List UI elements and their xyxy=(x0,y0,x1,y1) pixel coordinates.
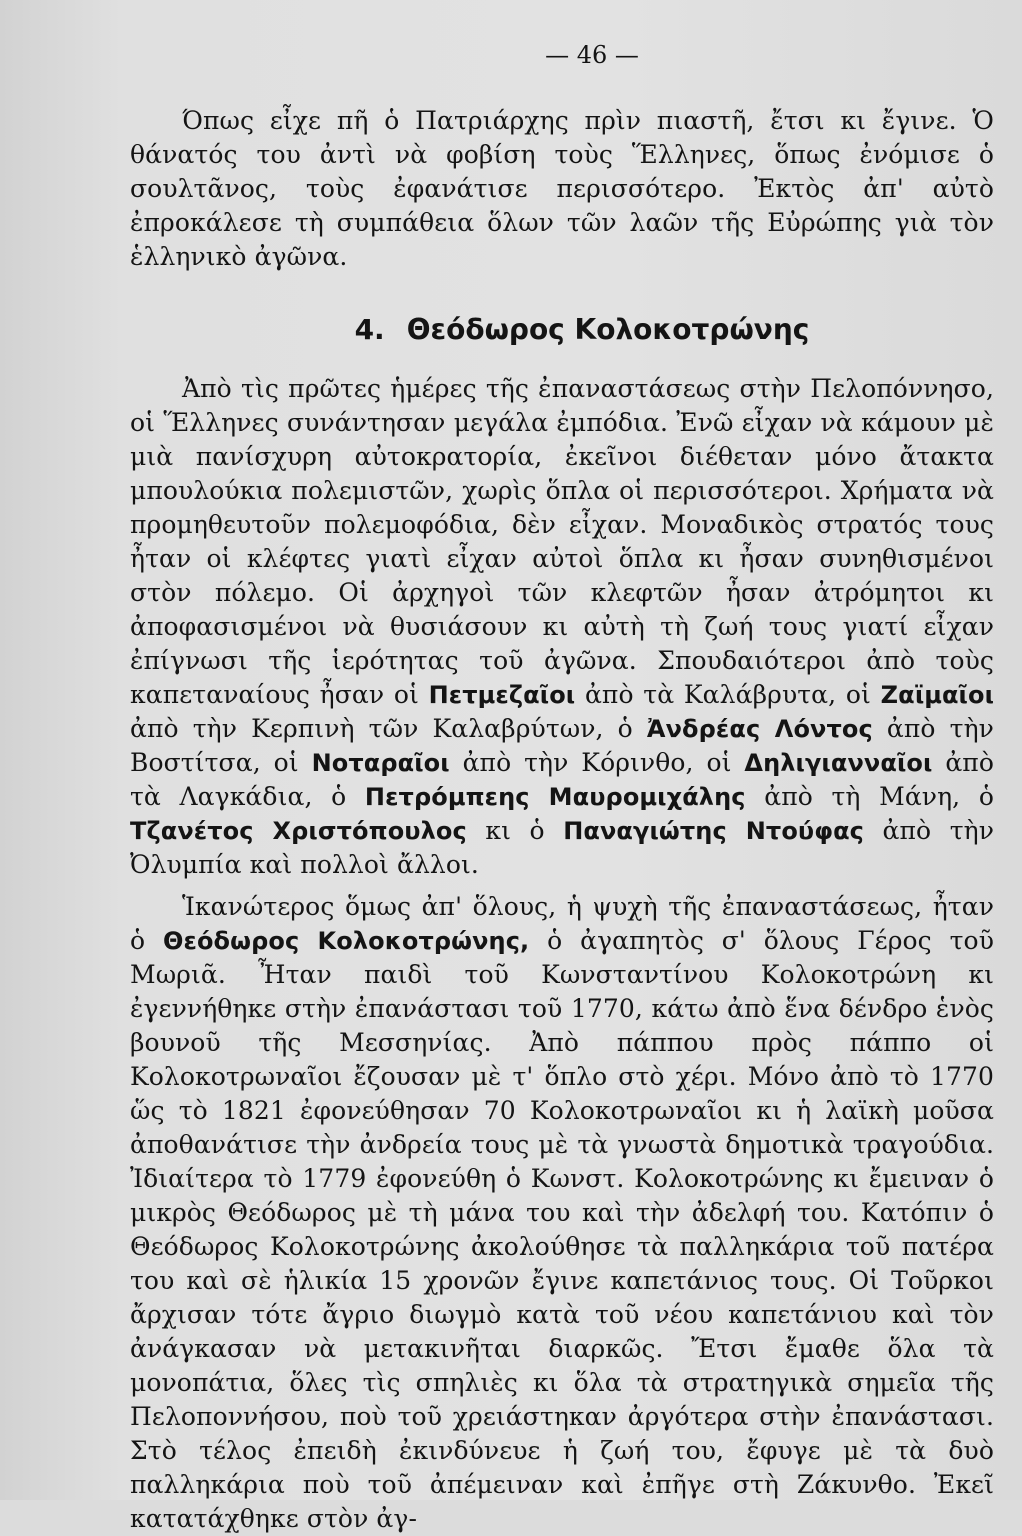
text-run: ἀπὸ τὴν Ὀλυμπία καὶ πολλοὶ ἄλλοι. xyxy=(130,816,995,879)
section-title: Θεόδωρος Κολοκοτρώνης xyxy=(406,313,810,346)
page-number: — 46 — xyxy=(545,41,639,69)
text-run: ἀπὸ τὴν Κόρινθο, οἱ xyxy=(462,748,732,777)
name-notaraioi: Νοταραῖοι xyxy=(311,749,450,777)
name-theodoros-kolokotronis: Θεόδωρος Κολοκοτρώνης, xyxy=(163,927,530,955)
section-heading xyxy=(130,312,994,348)
kolokotronis-paragraph xyxy=(130,890,994,1536)
name-tzanetos-christopoulos: Τζανέτος Χριστόπουλος xyxy=(130,817,467,845)
chieftains-paragraph xyxy=(130,372,994,882)
text-run: ἀπὸ τὴν Βοστίτσα, οἱ xyxy=(130,714,994,777)
text-run: κι ὁ xyxy=(485,816,545,845)
name-zaimaioi: Ζαϊμαῖοι xyxy=(880,681,995,709)
text-run: ἀπὸ τὴν Κερπινὴ τῶν Καλαβρύτων, ὁ xyxy=(130,714,633,743)
name-andreas-londos: Ἀνδρέας Λόντος xyxy=(646,715,873,743)
name-panagiotis-ntoufas: Παναγιώτης Ντούφας xyxy=(563,817,864,845)
text-run: ἀπὸ τὰ Καλάβρυτα, οἱ xyxy=(584,680,871,709)
text-run: ὁ ἀγαπητὸς σ' ὅλους Γέρος τοῦ Μωριᾶ. Ἦταν παιδὶ τοῦ Κωνσταντίνου Κολοκοτρώνη κι ἐγεννήθηκε στὴν ἐπανάστασι τοῦ 1770, κάτω ἀπὸ ἕνα δένδρο ἑνὸς βουνοῦ τῆς Μεσσηνίας. Ἀπὸ πάππου πρὸς πάππο οἱ Κολοκοτρωναῖοι ἔζουσαν μὲ τ' ὅπλο στὸ χέρι. Μόνο ἀπὸ τὸ 1770 ὥς τὸ 1821 ἐφονεύθησαν 70 Κολοκοτρωναῖοι κι ἡ λαϊκὴ μοῦσα ἀποθανάτισε τὴν ἀνδρεία τους μὲ τὰ γνωστὰ δημοτικὰ τραγούδια. Ἰδιαίτερα τὸ 1779 ἐφονεύθη ὁ Κωνστ. Κολοκοτρώνης κι ἔμειναν ὁ μικρὸς Θεόδωρος μὲ τὴ μάνα του καὶ τὴν ἀδελφή του. Κατόπιν ὁ Θεόδωρος Κολοκοτρώνης ἀκολούθησε τὰ παλληκάρια τοῦ πατέρα του καὶ σὲ ἡλικία 15 χρονῶν ἔγινε καπετάνιος τους. Οἱ Τοῦρκοι ἄρχισαν τότε ἄγριο διωγμὸ κατὰ τοῦ νέου καπετάνιου καὶ τὸν ἀνάγκασαν νὰ μετακινῆται διαρκῶς. Ἔτσι ἔμαθε ὅλα τὰ μονοπάτια, ὅλες τὶς σπηλιὲς κι ὅλα τὰ στρατηγικὰ σημεῖα τῆς Πελοποννήσου, ποὺ τοῦ χρειάστηκαν ἀργότερα στὴν ἐπανάστασι. Στὸ τέλος ἐπειδὴ ἐκινδύνευε ἡ ζωή του, ἔφυγε μὲ τὰ δυὸ παλληκάρια ποὺ τοῦ ἀπέμειναν καὶ ἐπῆγε στὴ Ζάκυνθο. Ἐκεῖ κατατάχθηκε στὸν ἀγ- xyxy=(130,926,994,1533)
text-run: Ἱκανώτερος ὅμως ἀπ' ὅλους, ἡ ψυχὴ τῆς ἐπαναστάσεως, ἦταν ὁ xyxy=(130,892,994,955)
name-deligiannaioi: Δηλιγιανναῖοι xyxy=(744,749,933,777)
intro-paragraph: Όπως εἶχε πῆ ὁ Πατριάρχης πρὶν πιαστῆ, ἔτσι κι ἔγινε. Ὁ θάνατός του ἀντὶ νὰ φοβίση τοὺς Ἕλληνες, ὅπως ἐνόμισε ὁ σουλτᾶνος, τοὺς ἐφανάτισε περισσότερο. Ἐκτὸς ἀπ' αὐτὸ ἐπροκάλεσε τὴ συμπάθεια ὅλων τῶν λαῶν τῆς Εὐρώπης γιὰ τὸν ἑλληνικὸ ἀγῶνα. xyxy=(130,106,994,271)
text-run: Ἀπὸ τὶς πρῶτες ἡμέρες τῆς ἐπαναστάσεως στὴν Πελοπόννησο, οἱ Ἕλληνες συνάντησαν μεγάλα ἐμπόδια. Ἐνῶ εἶχαν νὰ κάμουν μὲ μιὰ πανίσχυρη αὐτοκρατορία, ἐκεῖνοι διέθεταν μόνο ἄτακτα μπουλούκια πολεμιστῶν, χωρὶς ὅπλα οἱ περισσότεροι. Χρήματα νὰ προμηθευτοῦν πολεμοφόδια, δὲν εἶχαν. Μοναδικὸς στρατός τους ἦταν οἱ κλέφτες γιατὶ εἶχαν αὐτοὶ ὅπλα κι ἦσαν συνηθισμένοι στὸν πόλεμο. Οἱ ἀρχηγοὶ τῶν κλεφτῶν ἦσαν ἀτρόμητοι κι ἀποφασισμένοι νὰ θυσιάσουν κι αὐτὴ τὴ ζωή τους γιατί εἶχαν ἐπίγνωσι τῆς ἱερότητας τοῦ ἀγῶνα. Σπουδαιότεροι ἀπὸ τοὺς καπεταναίους ἦσαν οἱ xyxy=(130,374,994,709)
text-run: ἀπὸ τὰ Λαγκάδια, ὁ xyxy=(130,748,994,811)
text-run: ἀπὸ τὴ Μάνη, ὁ xyxy=(764,782,994,811)
section-number: 4. xyxy=(354,313,385,346)
name-petrobey-mavromichalis: Πετρόμπεης Μαυρομιχάλης xyxy=(364,783,746,811)
name-petmezaioi: Πετμεζαῖοι xyxy=(428,681,576,709)
